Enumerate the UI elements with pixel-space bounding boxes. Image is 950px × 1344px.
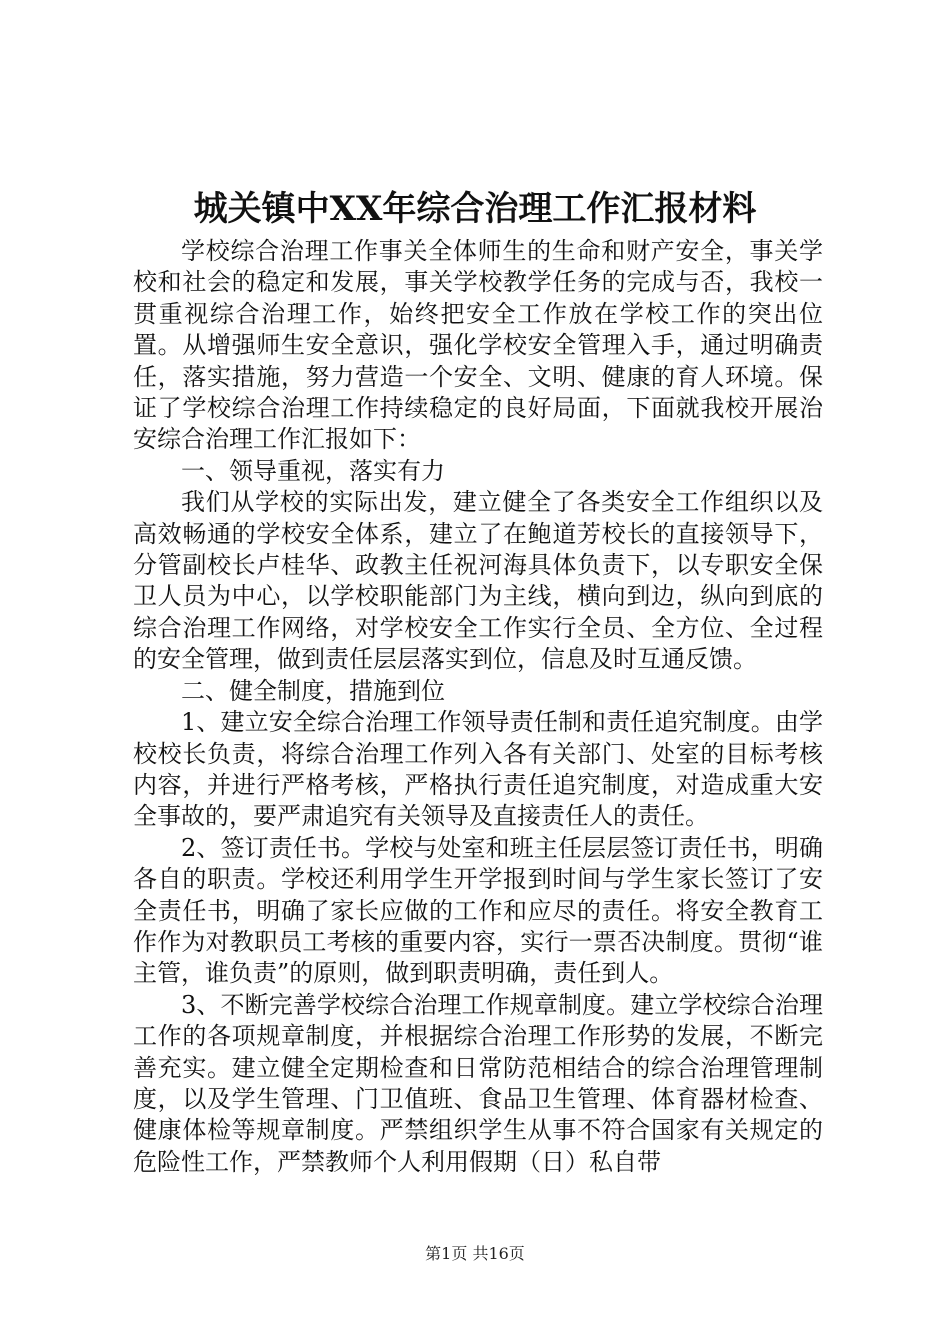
- document-body: [133, 236, 823, 1178]
- paragraph-item-3: 3、不断完善学校综合治理工作规章制度。建立学校综合治理工作的各项规章制度，并根据综合治理工作形势的发展，不断完善充实。建立健全定期检查和日常防范相结合的综合治理管理制度，以及学生管理、门卫值班、食品卫生管理、体育器材检查、健康体检等规章制度。严禁组织学生从事不符合国家有关规定的危险性工作，严禁教师个人利用假期（日）私自带: [133, 990, 823, 1176]
- paragraph-intro: 学校综合治理工作事关全体师生的生命和财产安全，事关学校和社会的稳定和发展，事关学校教学任务的完成与否，我校一贯重视综合治理工作，始终把安全工作放在学校工作的突出位置。从增强师生安全意识，强化学校安全管理入手，通过明确责任，落实措施，努力营造一个安全、文明、健康的育人环境。保证了学校综合治理工作持续稳定的良好局面，下面就我校开展治安综合治理工作汇报如下：: [133, 237, 823, 454]
- section-heading-1: 一、领导重视，落实有力: [181, 456, 445, 485]
- page-footer: 第1页 共16页: [425, 1244, 525, 1263]
- section-heading-2: 二、健全制度，措施到位: [181, 676, 445, 705]
- paragraph-leadership: 我们从学校的实际出发，建立健全了各类安全工作组织以及高效畅通的学校安全体系，建立了在鲍道芳校长的直接领导下，分管副校长卢桂华、政教主任祝河海具体负责下，以专职安全保卫人员为中心，以学校职能部门为主线，横向到边，纵向到底的综合治理工作网络，对学校安全工作实行全员、全方位、全过程的安全管理，做到责任层层落实到位，信息及时互通反馈。: [133, 488, 823, 674]
- paragraph-item-1: 1、建立安全综合治理工作领导责任制和责任追究制度。由学校校长负责，将综合治理工作列入各有关部门、处室的目标考核内容，并进行严格考核，严格执行责任追究制度，对造成重大安全事故的，要严肃追究有关领导及直接责任人的责任。: [133, 708, 823, 831]
- paragraph-item-2: 2、签订责任书。学校与处室和班主任层层签订责任书，明确各自的职责。学校还利用学生开学报到时间与学生家长签订了安全责任书，明确了家长应做的工作和应尽的责任。将安全教育工作作为对教职员工考核的重要内容，实行一票否决制度。贯彻“谁主管，谁负责”的原则，做到职责明确，责任到人。: [133, 833, 823, 988]
- document-title: 城关镇中XX年综合治理工作汇报材料: [193, 189, 757, 229]
